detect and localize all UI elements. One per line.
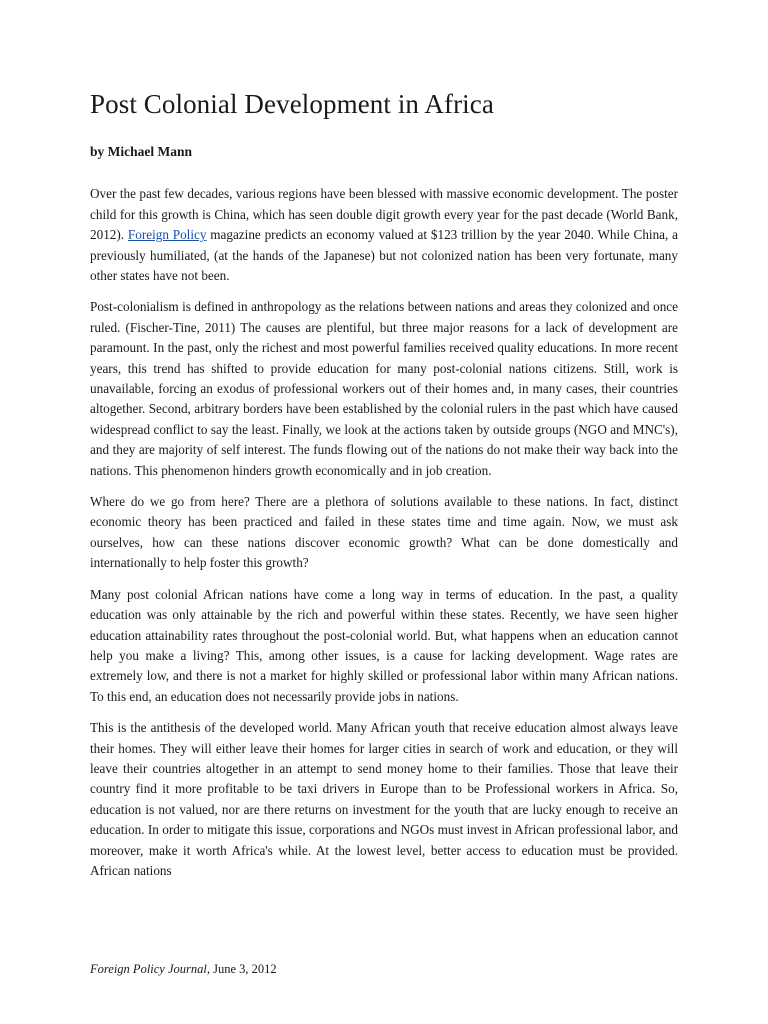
article-byline: by Michael Mann — [90, 144, 193, 160]
paragraph-1 — [90, 184, 678, 286]
paragraph-1-text-a: Over the past few decades, various regions have been blessed with massive economic development. The poster child for this growth is China, which has seen double digit growth every year for the past decade (World Bank, 2012). — [90, 186, 678, 243]
paragraph-1-text-b: magazine predicts an economy valued at $123 trillion by the year 2040. While China, a previously humiliated, (at the hands of the Japanese) but not colonized nation has been very fortunate, many other states have not been. — [90, 227, 678, 284]
footer-journal: Foreign Policy Journal, — [90, 962, 210, 976]
paragraph-5: This is the antithesis of the developed world. Many African youth that receive education almost always leave their homes. They will either leave their homes for larger cities in search of work and education, or they will leave their countries altogether in an attempt to send money home to their families. Those that leave their country find it more profitable to be taxi drivers in Europe than to be Professional workers in Africa. So, education is not valued, nor are there returns on investment for the youth that are lucky enough to receive an education. In order to mitigate this issue, corporations and NGOs must invest in African professional labor, and moreover, make it worth Africa's while. At the lowest level, better access to education must be provided. African nations — [90, 720, 678, 878]
paragraph-3: Where do we go from here? There are a plethora of solutions available to these nations. In fact, distinct economic theory has been practiced and failed in these states time and time again. Now, we must ask ourselves, how can these nations discover economic growth? What can be done domestically and internationally to help foster this growth? — [90, 494, 678, 571]
paragraph-4: Many post colonial African nations have come a long way in terms of education. In the past, a quality education was only attainable by the rich and powerful within these states. Recently, we have seen higher education attainability rates throughout the post-colonial world. But, what happens when an education cannot help you make a living? This, among other issues, is a cause for lacking development. Wage rates are extremely low, and there is not a market for highly skilled or professional labor within many African nations. To this end, an education does not necessarily provide jobs in nations. — [90, 586, 678, 704]
article — [90, 88, 678, 892]
foreign-policy-link[interactable]: Foreign Policy — [127, 227, 207, 243]
paragraph-2: Post-colonialism is defined in anthropology as the relations between nations and areas they colonized and once ruled. (Fischer-Tine, 2011) The causes are plentiful, but three major reasons for a lack of development are paramount. In the past, only the richest and most powerful families received quality educations. In more recent years, this trend has shifted to provide education for many post-colonial nations citizens. Still, work is unavailable, forcing an exodus of professional workers out of their homes and, in many cases, their countries altogether. Second, arbitrary borders have been established by the colonial rulers in the past which have caused widespread conflict to say the least. Finally, we look at the actions taken by outside groups (NGO and MNC's), and they are majority of self interest. The funds flowing out of the nations do not make their way back into the nations. This phenomenon hinders growth economically and in job creation. — [90, 299, 678, 478]
footer-date: June 3, 2012 — [210, 962, 277, 976]
article-title: Post Colonial Development in Africa — [90, 89, 494, 119]
page-footer — [90, 962, 277, 977]
